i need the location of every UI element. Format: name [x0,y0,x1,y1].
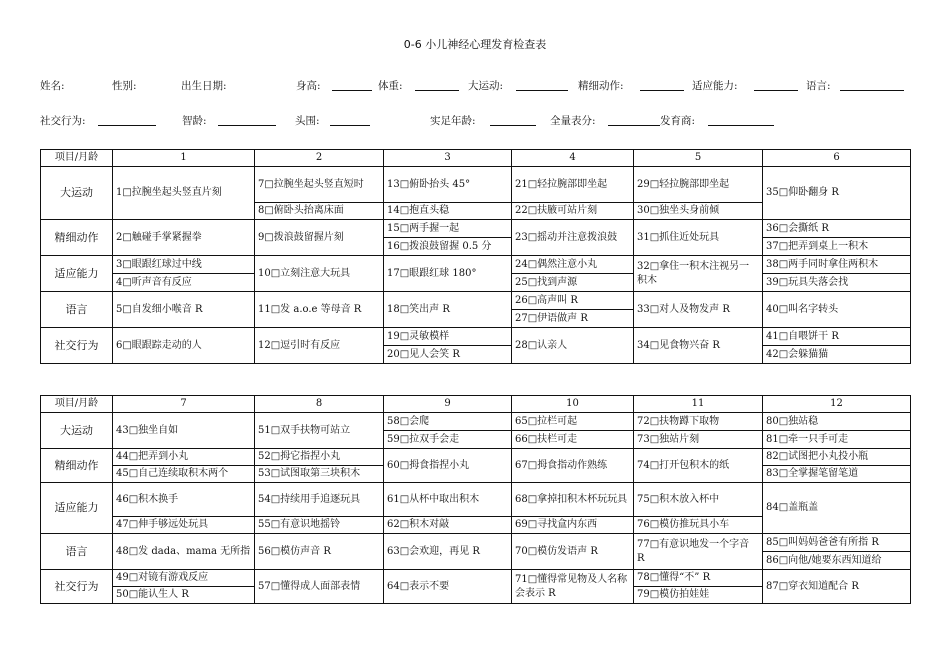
item-69[interactable]: 69□寻找盒内东西 [512,517,634,534]
name-label: 姓名: [40,80,65,92]
item-18[interactable]: 18□笑出声 R [384,292,512,328]
item-53[interactable]: 53□试图取第三块积木 [255,466,384,483]
total-score-blank[interactable] [608,113,660,126]
item-28[interactable]: 28□认亲人 [512,328,634,364]
item-30[interactable]: 30□独坐头身前倾 [634,203,763,220]
item-62[interactable]: 62□积木对敲 [384,517,512,534]
item-87[interactable]: 87□穿衣知道配合 R [763,570,911,604]
mental-age-blank[interactable] [218,113,276,126]
item-8[interactable]: 8□俯卧头抬离床面 [255,203,384,220]
height-blank[interactable] [332,78,372,91]
header-month-11: 11 [634,396,763,413]
item-56[interactable]: 56□模仿声音 R [255,534,384,570]
item-29[interactable]: 29□轻拉腕部即坐起 [634,167,763,203]
item-48[interactable]: 48□发 dada、mama 无所指 [113,534,255,570]
item-79[interactable]: 79□模仿拍娃娃 [634,587,763,604]
header-month-7: 7 [113,396,255,413]
item-75[interactable]: 75□积木放入杯中 [634,483,763,517]
item-40[interactable]: 40□叫名字转头 [763,292,911,328]
item-20[interactable]: 20□见人会笑 R [384,346,512,364]
item-39[interactable]: 39□玩具失落会找 [763,274,911,292]
item-36[interactable]: 36□会撕纸 R [763,220,911,238]
item-11[interactable]: 11□发 a.o.e 等母音 R [255,292,384,328]
head-circ-label: 头围: [295,115,320,127]
fine-motor-label: 精细动作: [578,80,624,92]
weight-blank[interactable] [415,78,459,91]
item-81[interactable]: 81□牵一只手可走 [763,431,911,449]
actual-age-blank[interactable] [490,113,536,126]
social-blank[interactable] [98,113,156,126]
item-86[interactable]: 86□向他/她要东西知道给 [763,552,911,570]
gross-motor-label: 大运动: [468,80,504,92]
page-title: 0-6 小儿神经心理发育检查表 [403,38,547,51]
item-41[interactable]: 41□自喂饼干 R [763,328,911,346]
item-27[interactable]: 27□伊语做声 R [512,310,634,328]
header-month-3: 3 [384,150,512,167]
item-46[interactable]: 46□积木换手 [113,483,255,517]
header-month-12: 12 [763,396,911,413]
table-header-row [41,396,911,413]
category-social: 社交行为 [41,328,113,364]
weight-label: 体重: [378,80,403,92]
item-52[interactable]: 52□拇它指捏小丸 [255,449,384,466]
category-language: 语言 [41,534,113,570]
item-17[interactable]: 17□眼跟红球 180° [384,256,512,292]
sex-label: 性别: [112,80,137,92]
item-4[interactable]: 4□听声音有反应 [113,274,255,292]
category-language: 语言 [41,292,113,328]
category-fine-motor: 精细动作 [41,220,113,256]
item-57[interactable]: 57□懂得成人面部表情 [255,570,384,604]
item-51[interactable]: 51□双手扶物可站立 [255,413,384,449]
table-header-row [41,150,911,167]
item-33[interactable]: 33□对人及物发声 R [634,292,763,328]
item-80[interactable]: 80□独站稳 [763,413,911,431]
item-35[interactable]: 35□仰卧翻身 R [763,167,911,220]
item-50[interactable]: 50□能认生人 R [113,587,255,604]
item-49[interactable]: 49□对镜有游戏反应 [113,570,255,587]
header-month-2: 2 [255,150,384,167]
item-7[interactable]: 7□拉腕坐起头竖直短时 [255,167,384,203]
item-68[interactable]: 68□拿掉扣积木杯玩玩具 [512,483,634,517]
category-fine-motor: 精细动作 [41,449,113,483]
item-5[interactable]: 5□自发细小喉音 R [113,292,255,328]
item-67[interactable]: 67□拇食指动作熟练 [512,449,634,483]
item-83[interactable]: 83□全掌握笔留笔道 [763,466,911,483]
item-3[interactable]: 3□眼跟红球过中线 [113,256,255,274]
item-31[interactable]: 31□抓住近处玩具 [634,220,763,256]
item-37[interactable]: 37□把弄到桌上一积木 [763,238,911,256]
header-month-1: 1 [113,150,255,167]
header-month-5: 5 [634,150,763,167]
item-38[interactable]: 38□两手同时拿住两积木 [763,256,911,274]
header-item-month: 项目/月龄 [41,150,113,167]
item-26[interactable]: 26□高声叫 R [512,292,634,310]
item-6[interactable]: 6□眼跟踪走动的人 [113,328,255,364]
item-14[interactable]: 14□抱直头稳 [384,203,512,220]
item-65[interactable]: 65□拉栏可起 [512,413,634,431]
table-months-1-6 [40,149,911,364]
item-1[interactable]: 1□拉腕坐起头竖直片刻 [113,167,255,220]
height-label: 身高: [296,80,321,92]
item-2[interactable]: 2□触碰手掌紧握拳 [113,220,255,256]
category-adaptive: 适应能力 [41,483,113,534]
social-label: 社交行为: [40,115,86,127]
item-59[interactable]: 59□拉双手会走 [384,431,512,449]
item-13[interactable]: 13□俯卧抬头 45° [384,167,512,203]
item-23[interactable]: 23□摇动并注意拨浪鼓 [512,220,634,256]
item-71[interactable]: 71□懂得常见物及人名称会表示 R [512,570,634,604]
total-score-label: 全量表分: [550,115,596,127]
header-month-10: 10 [512,396,634,413]
category-gross-motor: 大运动 [41,413,113,449]
item-74[interactable]: 74□打开包积木的纸 [634,449,763,483]
header-month-6: 6 [763,150,911,167]
item-61[interactable]: 61□从杯中取出积木 [384,483,512,517]
adaptive-label: 适应能力: [692,80,738,92]
category-gross-motor: 大运动 [41,167,113,220]
category-social: 社交行为 [41,570,113,604]
item-32[interactable]: 32□拿住一积木注视另一 积木 [634,256,763,292]
item-66[interactable]: 66□扶栏可走 [512,431,634,449]
item-44[interactable]: 44□把弄到小丸 [113,449,255,466]
item-76[interactable]: 76□模仿推玩具小车 [634,517,763,534]
table-months-7-12 [40,395,911,604]
item-47[interactable]: 47□伸手够远处玩具 [113,517,255,534]
header-month-9: 9 [384,396,512,413]
item-43[interactable]: 43□独坐自如 [113,413,255,449]
adaptive-blank[interactable] [754,78,798,91]
gross-motor-blank[interactable] [516,78,568,91]
actual-age-label: 实足年龄: [430,115,476,127]
item-19[interactable]: 19□灵敏模样 [384,328,512,346]
item-9[interactable]: 9□拨浪鼓留握片刻 [255,220,384,256]
birthdate-label: 出生日期: [181,80,227,92]
item-24[interactable]: 24□偶然注意小丸 [512,256,634,274]
item-55[interactable]: 55□有意识地摇铃 [255,517,384,534]
item-84[interactable]: 84□盖瓶盖 [763,483,911,534]
item-60[interactable]: 60□拇食指捏小丸 [384,449,512,483]
item-16[interactable]: 16□拨浪鼓留握 0.5 分 [384,238,512,256]
item-58[interactable]: 58□会爬 [384,413,512,431]
item-72[interactable]: 72□扶物蹲下取物 [634,413,763,431]
item-21[interactable]: 21□轻拉腕部即坐起 [512,167,634,203]
item-45[interactable]: 45□自己连续取积木两个 [113,466,255,483]
header-month-8: 8 [255,396,384,413]
item-54[interactable]: 54□持续用手追逐玩具 [255,483,384,517]
item-70[interactable]: 70□模仿发语声 R [512,534,634,570]
header-month-4: 4 [512,150,634,167]
item-64[interactable]: 64□表示不要 [384,570,512,604]
dq-blank[interactable] [708,113,774,126]
mental-age-label: 智龄: [182,115,207,127]
item-10[interactable]: 10□立刻注意大玩具 [255,256,384,292]
item-22[interactable]: 22□扶腋可站片刻 [512,203,634,220]
language-blank[interactable] [840,78,904,91]
dq-label: 发育商: [660,115,696,127]
item-78[interactable]: 78□懂得“不” R [634,570,763,587]
header-item-month: 项目/月龄 [41,396,113,413]
item-34[interactable]: 34□见食物兴奋 R [634,328,763,364]
category-adaptive: 适应能力 [41,256,113,292]
item-73[interactable]: 73□独站片刻 [634,431,763,449]
item-42[interactable]: 42□会躲猫猫 [763,346,911,364]
item-82[interactable]: 82□试图把小丸投小瓶 [763,449,911,466]
item-15[interactable]: 15□两手握一起 [384,220,512,238]
item-12[interactable]: 12□逗引时有反应 [255,328,384,364]
item-77[interactable]: 77□有意识地发一个字音 R [634,534,763,570]
item-25[interactable]: 25□找到声源 [512,274,634,292]
head-circ-blank[interactable] [330,113,370,126]
fine-motor-blank[interactable] [640,78,684,91]
item-63[interactable]: 63□会欢迎，再见 R [384,534,512,570]
language-label: 语言: [806,80,831,92]
item-85[interactable]: 85□叫妈妈爸爸有所指 R [763,534,911,552]
